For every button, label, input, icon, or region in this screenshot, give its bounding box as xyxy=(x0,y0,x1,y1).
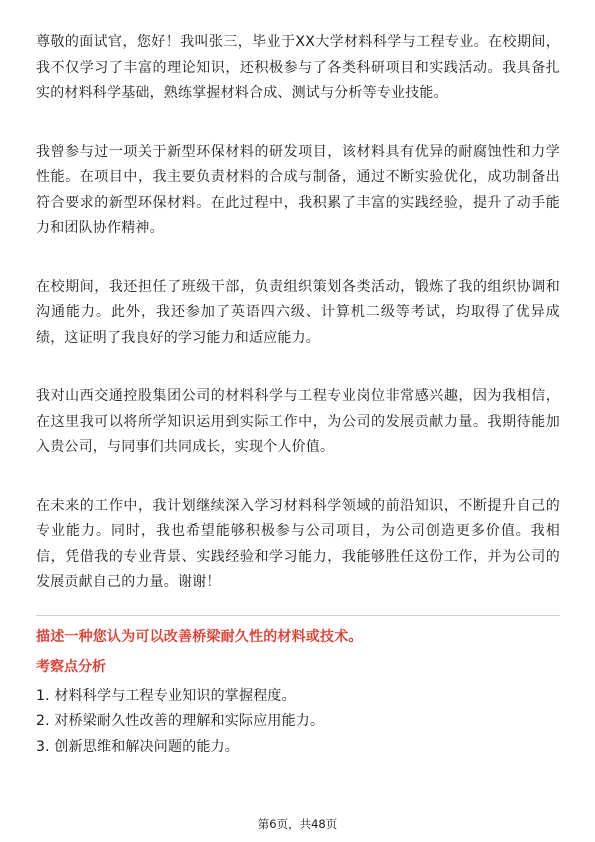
analysis-title: 考察点分析 xyxy=(36,658,106,675)
interview-question: 描述一种您认为可以改善桥梁耐久性的材料或技术。 xyxy=(36,628,363,645)
project-paragraph: 我曾参与过一项关于新型环保材料的研发项目，该材料具有优异的耐腐蚀性和力学性能。在项目中，我主要负责材料的合成与制备，通过不断实验优化，成功制备出符合要求的新型环保材料。在此过程中，我积累了丰富的实践经验，提升了动手能力和团队协作精神。 xyxy=(36,143,560,236)
future-plan-paragraph: 在未来的工作中，我计划继续深入学习材料科学领域的前沿知识，不断提升自己的专业能力。同时，我也希望能够积极参与公司项目，为公司创造更多价值。我相信，凭借我的专业背景、实践经验和学习能力，我能够胜任这份工作，并为公司的发展贡献自己的力量。谢谢！ xyxy=(36,497,560,590)
intro-paragraph: 尊敬的面试官，您好！我叫张三，毕业于XX大学材料科学与工程专业。在校期间，我不仅学习了丰富的理论知识，还积极参与了各类科研项目和实践活动。我具备扎实的材料科学基础，熟练掌握材料合成、测试与分析等专业技能。 xyxy=(36,34,560,101)
section-divider xyxy=(36,615,560,616)
motivation-paragraph: 我对山西交通控股集团公司的材料科学与工程专业岗位非常感兴趣，因为我相信，在这里我可以将所学知识运用到实际工作中，为公司的发展贡献力量。我期待能加入贵公司，与同事们共同成长，实现个人价值。 xyxy=(36,388,560,455)
page-content xyxy=(36,30,560,760)
page-number: 第6页，共48页 xyxy=(257,817,338,831)
analysis-item: 2. 对桥梁耐久性改善的理解和实际应用能力。 xyxy=(36,713,325,729)
analysis-item: 1. 材料科学与工程专业知识的掌握程度。 xyxy=(36,687,296,704)
analysis-item: 3. 创新思维和解决问题的能力。 xyxy=(36,738,240,755)
campus-paragraph: 在校期间，我还担任了班级干部，负责组织策划各类活动，锻炼了我的组织协调和沟通能力。此外，我还参加了英语四六级、计算机二级等考试，均取得了优异成绩，这证明了我良好的学习能力和适应能力。 xyxy=(36,278,560,346)
analysis-list xyxy=(36,684,560,761)
